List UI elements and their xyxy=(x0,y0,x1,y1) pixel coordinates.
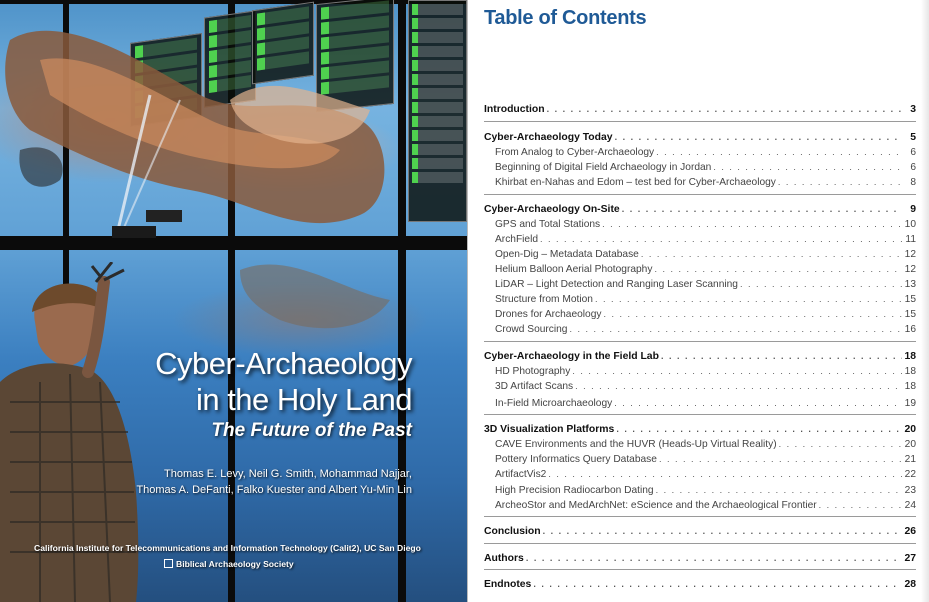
toc-page-number: 11 xyxy=(905,234,916,245)
toc-page-number: 15 xyxy=(904,309,916,320)
toc-leader xyxy=(603,307,902,321)
toc-entry-title: ArcheoStor and MedArchNet: eScience and the Archaeological Frontier xyxy=(495,500,817,511)
toc-leader xyxy=(656,483,902,497)
toc-page-number: 18 xyxy=(904,366,916,377)
toc-entry[interactable] xyxy=(484,364,916,378)
toc-leader xyxy=(641,247,902,261)
authors-line: Thomas A. DeFanti, Falko Kuester and Albert Yu-Min Lin xyxy=(136,484,412,496)
toc-section[interactable] xyxy=(484,102,916,116)
toc-page-number: 24 xyxy=(904,500,916,511)
toc-page-number: 13 xyxy=(904,279,916,290)
toc-entry[interactable] xyxy=(484,175,916,189)
toc-page-number: 8 xyxy=(910,177,916,188)
toc-entry-title: Pottery Informatics Query Database xyxy=(495,454,657,465)
toc-page-number: 10 xyxy=(904,219,916,230)
toc-page-number: 18 xyxy=(904,381,916,392)
section-divider xyxy=(484,516,916,517)
section-divider xyxy=(484,121,916,122)
toc-leader xyxy=(654,262,902,276)
toc-page-number: 28 xyxy=(904,579,916,590)
toc-entry[interactable] xyxy=(484,232,916,246)
toc-section-title: Introduction xyxy=(484,104,545,115)
toc-page-number: 6 xyxy=(910,147,916,158)
toc-entry[interactable] xyxy=(484,292,916,306)
toc-section[interactable] xyxy=(484,577,916,591)
section-divider xyxy=(484,414,916,415)
toc-leader xyxy=(779,437,902,451)
toc-entry[interactable] xyxy=(484,307,916,321)
toc-leader xyxy=(572,364,902,378)
section-divider xyxy=(484,341,916,342)
cover-subtitle: The Future of the Past xyxy=(211,420,412,441)
toc-leader xyxy=(713,160,902,174)
toc-entry[interactable] xyxy=(484,396,916,410)
page-edge-shadow xyxy=(921,0,929,602)
toc-page-number: 19 xyxy=(904,398,916,409)
toc-section-title: Cyber-Archaeology in the Field Lab xyxy=(484,351,659,362)
publisher-name: Biblical Archaeology Society xyxy=(176,559,294,569)
toc-section-title: Authors xyxy=(484,553,524,564)
toc-page-number: 6 xyxy=(910,162,916,173)
toc-entry-title: Khirbat en-Nahas and Edom – test bed for Cyber-Archaeology xyxy=(495,177,776,188)
toc-entry-title: Open-Dig – Metadata Database xyxy=(495,249,639,260)
toc-page-number: 12 xyxy=(904,249,916,260)
toc-entry[interactable] xyxy=(484,379,916,393)
toc-entry-title: GPS and Total Stations xyxy=(495,219,601,230)
toc-section[interactable] xyxy=(484,524,916,538)
toc-leader xyxy=(819,498,902,512)
toc-entry[interactable] xyxy=(484,498,916,512)
toc-leader xyxy=(740,277,902,291)
toc-page-number: 3 xyxy=(910,104,916,115)
toc-page-number: 5 xyxy=(910,132,916,143)
toc-page xyxy=(467,0,929,602)
toc-page-number: 15 xyxy=(904,294,916,305)
toc-entry-title: In-Field Microarchaeology xyxy=(495,398,613,409)
toc-entry-title: Beginning of Digital Field Archaeology in Jordan xyxy=(495,162,712,173)
section-divider xyxy=(484,194,916,195)
toc-page-number: 18 xyxy=(904,351,916,362)
cover-title xyxy=(155,346,412,418)
toc-leader xyxy=(526,551,902,565)
toc-entry-title: CAVE Environments and the HUVR (Heads-Up Virtual Reality) xyxy=(495,439,777,450)
toc-entry-title: Helium Balloon Aerial Photography xyxy=(495,264,653,275)
section-divider xyxy=(484,569,916,570)
toc-leader xyxy=(661,349,902,363)
toc-page-number: 26 xyxy=(904,526,916,537)
publisher-logo-icon xyxy=(164,559,173,568)
toc-entry[interactable] xyxy=(484,467,916,481)
toc-leader xyxy=(575,379,902,393)
toc-leader xyxy=(602,217,902,231)
toc-leader xyxy=(656,145,902,159)
toc-leader xyxy=(595,292,902,306)
toc-section-title: Cyber-Archaeology On-Site xyxy=(484,204,620,215)
toc-entry-title: From Analog to Cyber-Archaeology xyxy=(495,147,655,158)
toc-section-title: 3D Visualization Platforms xyxy=(484,424,615,435)
toc-page-number: 20 xyxy=(904,439,916,450)
toc-entry[interactable] xyxy=(484,262,916,276)
toc-leader xyxy=(547,102,902,116)
toc-entry-title: LiDAR – Light Detection and Ranging Laser Scanning xyxy=(495,279,738,290)
cover-title-line: Cyber-Archaeology xyxy=(155,346,412,381)
toc-entry[interactable] xyxy=(484,277,916,291)
toc-entry-title: High Precision Radiocarbon Dating xyxy=(495,485,654,496)
authors-line: Thomas E. Levy, Neil G. Smith, Mohammad Najjar, xyxy=(164,468,412,480)
toc-entry-title: 3D Artifact Scans xyxy=(495,381,574,392)
toc-page-number: 23 xyxy=(904,485,916,496)
toc-page-number: 9 xyxy=(910,204,916,215)
cover-authors xyxy=(112,466,412,498)
toc-leader xyxy=(622,202,902,216)
toc-entry-title: Crowd Sourcing xyxy=(495,324,568,335)
toc-leader xyxy=(548,467,902,481)
toc-leader xyxy=(778,175,902,189)
toc-section[interactable] xyxy=(484,551,916,565)
toc-title: Table of Contents xyxy=(484,7,647,29)
toc-page-number: 27 xyxy=(904,553,916,564)
toc-entry[interactable] xyxy=(484,160,916,174)
toc-page-number: 21 xyxy=(904,454,916,465)
toc-entry-title: Structure from Motion xyxy=(495,294,593,305)
institution-credit: California Institute for Telecommunications and Information Technology (Calit2), UC San Diego xyxy=(34,543,421,553)
toc-entry-title: ArchField xyxy=(495,234,539,245)
toc-section-title: Cyber-Archaeology Today xyxy=(484,132,613,143)
toc-leader xyxy=(569,322,902,336)
toc-leader xyxy=(615,130,902,144)
toc-section-title: Conclusion xyxy=(484,526,541,537)
section-divider xyxy=(484,543,916,544)
toc-entry[interactable] xyxy=(484,145,916,159)
toc-entry[interactable] xyxy=(484,322,916,336)
toc-page-number: 22 xyxy=(904,469,916,480)
toc-leader xyxy=(659,452,902,466)
toc-leader xyxy=(616,422,902,436)
toc-page-number: 20 xyxy=(904,424,916,435)
toc-entry[interactable] xyxy=(484,247,916,261)
toc-entry[interactable] xyxy=(484,452,916,466)
toc-leader xyxy=(533,577,902,591)
toc-leader xyxy=(543,524,902,538)
toc-section[interactable] xyxy=(484,130,916,144)
toc-entry[interactable] xyxy=(484,483,916,497)
toc-section[interactable] xyxy=(484,422,916,436)
toc-section[interactable] xyxy=(484,349,916,363)
toc-entry[interactable] xyxy=(484,217,916,231)
toc-entry-title: HD Photography xyxy=(495,366,571,377)
toc-section-title: Endnotes xyxy=(484,579,532,590)
toc-page-number: 12 xyxy=(904,264,916,275)
toc-entry[interactable] xyxy=(484,437,916,451)
cover-title-line: in the Holy Land xyxy=(195,382,412,417)
toc-entry-title: ArtifactVis2 xyxy=(495,469,547,480)
toc-leader xyxy=(540,232,902,246)
toc-section[interactable] xyxy=(484,202,916,216)
toc-entry-title: Drones for Archaeology xyxy=(495,309,602,320)
toc-page-number: 16 xyxy=(904,324,916,335)
publisher-credit xyxy=(164,559,294,569)
toc-leader xyxy=(614,396,902,410)
